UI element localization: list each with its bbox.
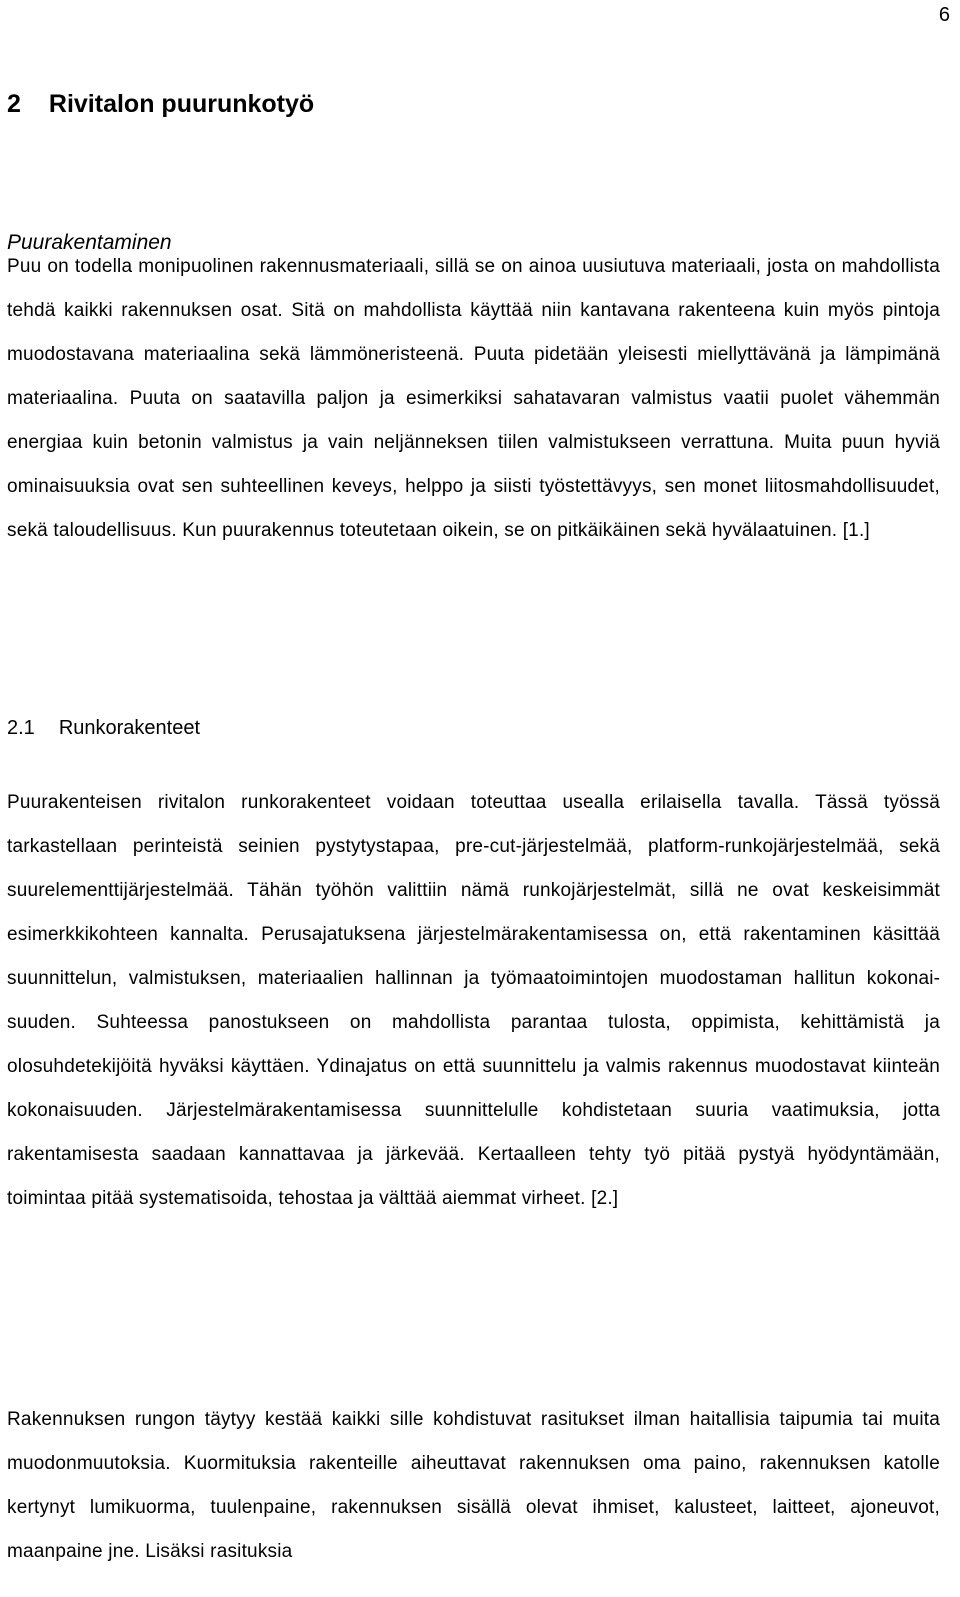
page-number: 6 <box>938 4 950 26</box>
section-number: 2.1 <box>7 717 35 739</box>
section-heading <box>7 717 200 740</box>
paragraph-wood-construction: Puu on todella monipuolinen rakennusmateriaali, sillä se on ainoa uusiutuva materiaali, josta on mahdollista tehdä kaikki rakennuksen osat. Sitä on mahdollista käyttää niin kantavana rakenteena kuin myös pintoja muodostavana materiaalina sekä lämmöneristeenä. Puuta pidetään yleisesti miellyttävänä ja lämpimänä materiaalina. Puuta on saatavilla paljon ja esimerkiksi sahatavaran valmistus vaatii puolet vähemmän energiaa kuin betonin valmistus ja vain neljänneksen tiilen valmistukseen verrattuna. Muita puun hyviä ominaisuuksia ovat sen suhteellinen keveys, helppo ja siisti työstettävyys, sen monet liitosmahdollisuudet, sekä taloudellisuus. Kun puurakennus toteutetaan oikein, se on pitkäikäinen sekä hyvälaatuinen. [1.] <box>7 256 940 541</box>
paragraph-frame-structures: Puurakenteisen rivitalon runkorakenteet voidaan toteuttaa usealla erilaisella tavalla. Tässä työssä tarkastellaan perinteistä seinien pystytystapaa, pre-cut-järjestelmää, platform-runkojärjestelmää, sekä suurelementtijärjestelmää. Tähän työhön valittiin nämä runkojärjestelmät, sillä ne ovat keskeisimmät esimerkkikohteen kannalta. Perusajatuksena järjestelmärakentamisessa on, että rakentaminen käsittää suunnittelun, valmistuksen, materiaalien hallinnan ja työmaatoimintojen muodostaman hallitun kokonaisuuden. Suhteessa panostukseen on mahdollista parantaa tulosta, oppimista, kehittämistä ja olosuhdetekijöitä hyväksi käyttäen. Ydinajatus on että suunnittelu ja valmis rakennus muodostavat kiinteän kokonaisuuden. Järjestelmärakentamisessa suunnittelulle kohdistetaan suuria vaatimuksia, jotta rakentamisesta saadaan kannattavaa ja järkevää. Kertaalleen tehty työ pitää pystyä hyödyntämään, toimintaa pitää systematisoida, tehostaa ja välttää aiemmat virheet. [2.] <box>7 792 940 1209</box>
chapter-number: 2 <box>7 90 21 118</box>
chapter-title-text: Rivitalon puurunkotyö <box>48 90 315 118</box>
subtopic-heading: Puurakentaminen <box>7 231 172 254</box>
chapter-title <box>7 90 314 119</box>
section-title: Runkorakenteet <box>58 717 201 739</box>
paragraph-frame-loads: Rakennuksen rungon täytyy kestää kaikki sille kohdistuvat rasitukset ilman haitallisia taipumia tai muita muodonmuutoksia. Kuormituksia rakenteille aiheuttavat rakennuksen oma paino, rakennuksen katolle kertynyt lumikuorma, tuulenpaine, rakennuksen sisällä olevat ihmiset, kalusteet, laitteet, ajoneuvot, maanpaine jne. Lisäksi rasituksia <box>7 1409 940 1562</box>
